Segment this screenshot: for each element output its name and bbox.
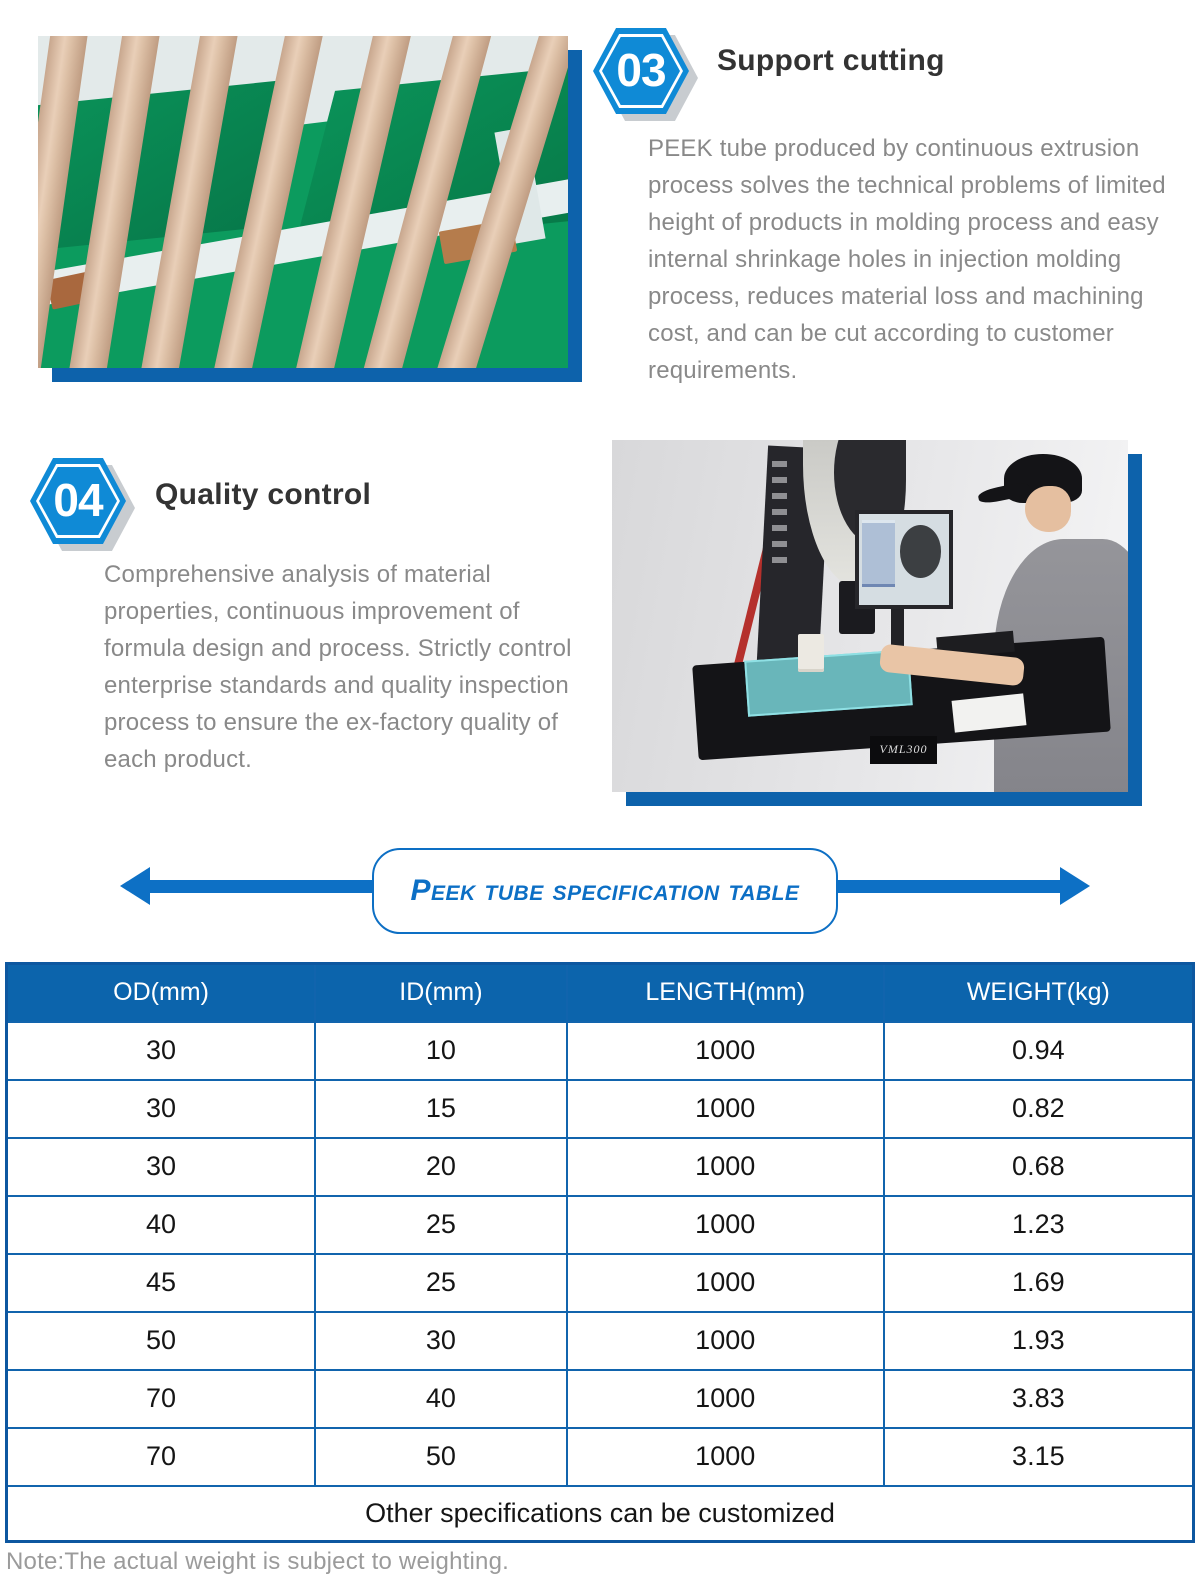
cell-od: 40	[7, 1196, 316, 1254]
table-row	[7, 1254, 1194, 1312]
step-badge-04	[30, 458, 126, 544]
cell-id: 10	[315, 1022, 567, 1080]
machine-model-label: VML300	[879, 742, 928, 757]
section-title-support-cutting: Support cutting	[717, 44, 945, 77]
cell-length: 1000	[567, 1428, 884, 1486]
sample-part-shape	[798, 634, 824, 673]
cell-length: 1000	[567, 1080, 884, 1138]
cell-length: 1000	[567, 1196, 884, 1254]
cell-weight: 3.15	[884, 1428, 1194, 1486]
col-header-od: OD(mm)	[7, 964, 316, 1022]
cell-length: 1000	[567, 1370, 884, 1428]
screen-circle-shape	[900, 525, 941, 578]
cell-od: 30	[7, 1080, 316, 1138]
spec-table	[5, 962, 1195, 1543]
col-header-weight: WEIGHT(kg)	[884, 964, 1194, 1022]
banner-right-arrow-icon	[838, 867, 1090, 905]
cell-weight: 0.68	[884, 1138, 1194, 1196]
section-title-quality-control: Quality control	[155, 478, 372, 511]
cell-od: 50	[7, 1312, 316, 1370]
cell-od: 45	[7, 1254, 316, 1312]
cell-weight: 3.83	[884, 1370, 1194, 1428]
cell-id: 40	[315, 1370, 567, 1428]
cell-id: 30	[315, 1312, 567, 1370]
step-number: 04	[53, 474, 103, 526]
cell-id: 20	[315, 1138, 567, 1196]
cell-length: 1000	[567, 1312, 884, 1370]
cell-weight: 0.94	[884, 1022, 1194, 1080]
table-row	[7, 1428, 1194, 1486]
cell-length: 1000	[567, 1022, 884, 1080]
table-footer-note: Other specifications can be customized	[7, 1486, 1194, 1542]
cell-id: 25	[315, 1254, 567, 1312]
table-row	[7, 1080, 1194, 1138]
quality-control-photo	[612, 440, 1128, 792]
table-row	[7, 1022, 1194, 1080]
spec-table-banner-title: Peek tube specification table	[410, 874, 800, 907]
weight-note: Note:The actual weight is subject to weighting.	[6, 1548, 510, 1575]
cell-weight: 1.93	[884, 1312, 1194, 1370]
operator-face-shape	[1025, 486, 1071, 532]
cell-od: 30	[7, 1022, 316, 1080]
col-header-id: ID(mm)	[315, 964, 567, 1022]
table-footer-row	[7, 1486, 1194, 1542]
cell-id: 25	[315, 1196, 567, 1254]
table-row	[7, 1138, 1194, 1196]
machine-model-plate	[870, 736, 937, 764]
cell-od: 70	[7, 1428, 316, 1486]
step-badge-03	[593, 28, 689, 114]
spec-table-header-row	[7, 964, 1194, 1022]
col-header-length: LENGTH(mm)	[567, 964, 884, 1022]
cell-id: 15	[315, 1080, 567, 1138]
cell-od: 30	[7, 1138, 316, 1196]
cell-weight: 0.82	[884, 1080, 1194, 1138]
banner-left-arrow-icon	[120, 867, 372, 905]
spec-table-banner	[372, 848, 838, 934]
machine-ticks-shape	[772, 461, 787, 567]
cell-id: 50	[315, 1428, 567, 1486]
cell-length: 1000	[567, 1138, 884, 1196]
cell-od: 70	[7, 1370, 316, 1428]
screen-ui-shape	[862, 520, 894, 587]
peek-tubes-photo	[38, 36, 568, 368]
table-row	[7, 1196, 1194, 1254]
step-number: 03	[616, 44, 666, 96]
monitor-shape	[855, 510, 953, 609]
table-row	[7, 1370, 1194, 1428]
section-body-support-cutting: PEEK tube produced by continuous extrusion process solves the technical problems of limited height of products in molding process and easy internal shrinkage holes in injection molding process, reduces material loss and machining cost, and can be cut according to customer requirements.	[648, 135, 1166, 384]
cell-weight: 1.69	[884, 1254, 1194, 1312]
cell-length: 1000	[567, 1254, 884, 1312]
section-body-quality-control: Comprehensive analysis of material properties, continuous improvement of formula design and process. Strictly control enterprise standards and quality inspection process to ensure the ex-factory quality of each product.	[104, 561, 572, 773]
cell-weight: 1.23	[884, 1196, 1194, 1254]
table-row	[7, 1312, 1194, 1370]
